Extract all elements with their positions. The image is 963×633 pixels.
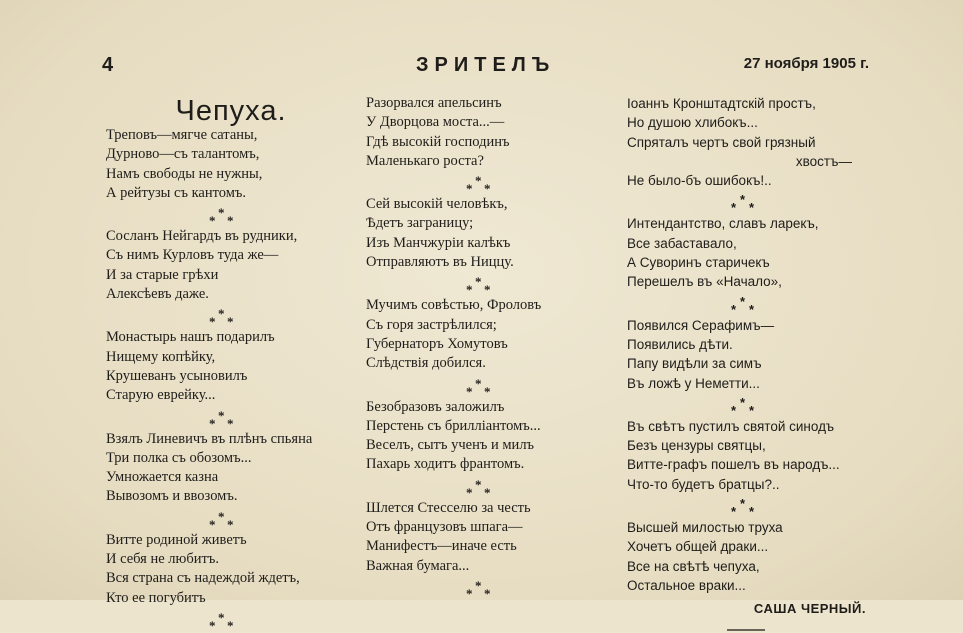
poem-line: Маленькаго роста? bbox=[366, 152, 484, 169]
asterisk: * bbox=[731, 402, 737, 418]
poem-line: Въ свѣтъ пустилъ святой синодъ bbox=[627, 418, 835, 434]
asterisk: * bbox=[218, 205, 225, 221]
asterism-divider bbox=[458, 272, 498, 296]
poem-line: Сей высокій человѣкъ, bbox=[366, 196, 508, 213]
stanza bbox=[366, 499, 611, 576]
asterism-divider bbox=[458, 374, 498, 398]
asterisk: * bbox=[209, 617, 216, 633]
poem-line: хвостъ— bbox=[795, 153, 852, 169]
asterisk: * bbox=[731, 504, 737, 520]
asterisk: * bbox=[749, 200, 755, 216]
stanza bbox=[106, 126, 356, 203]
poem-line: Монастырь нашъ подарилъ bbox=[106, 329, 275, 346]
asterisk: * bbox=[466, 383, 473, 399]
poem-line: Умножается казна bbox=[106, 469, 219, 486]
poem-line: Шлется Стесселю за честь bbox=[366, 499, 531, 516]
poem-line: У Дворцова моста...— bbox=[366, 114, 505, 131]
poem-column-2 bbox=[366, 94, 611, 600]
poem-line: Алексѣевъ даже. bbox=[106, 286, 209, 303]
poem-line: Вывозомъ и ввозомъ. bbox=[106, 488, 238, 505]
poem-line: Появились дѣти. bbox=[627, 336, 733, 352]
poem-line: Все забаставало, bbox=[627, 235, 737, 251]
poem-line: Кто ее погубитъ bbox=[106, 589, 206, 606]
poem-line: Отправляютъ въ Ниццу. bbox=[366, 254, 514, 271]
end-rule bbox=[727, 629, 765, 631]
asterism-divider bbox=[201, 406, 241, 430]
poem-line: И за старые грѣхи bbox=[106, 266, 219, 283]
poem-line: Но душою хлибокъ... bbox=[627, 115, 758, 131]
asterisk: * bbox=[740, 192, 746, 208]
poem-line: Губернаторъ Хомутовъ bbox=[366, 335, 508, 352]
asterisk: * bbox=[749, 504, 755, 520]
issue-date: 27 ноября 1905 г. bbox=[743, 55, 869, 72]
asterisk: * bbox=[740, 496, 746, 512]
poem-line: Іоаннъ Кронштадтскій простъ, bbox=[627, 96, 816, 111]
poem-line: Манифестъ—иначе есть bbox=[366, 538, 517, 555]
asterisk: * bbox=[466, 181, 473, 197]
stanza bbox=[106, 531, 356, 608]
stanza bbox=[366, 398, 611, 475]
poem-line: Остальное враки... bbox=[627, 577, 746, 593]
asterism-divider bbox=[723, 292, 763, 316]
asterisk: * bbox=[218, 609, 225, 625]
poem-line: Веселъ, сытъ ученъ и милъ bbox=[366, 437, 535, 454]
poem-line: Пахарь ходитъ франтомъ. bbox=[366, 456, 525, 473]
asterisk: * bbox=[218, 407, 225, 423]
poem-line: Перстень съ бриллiантомъ... bbox=[366, 417, 541, 434]
poem-line: Витте родиной живетъ bbox=[106, 531, 247, 548]
stanza bbox=[627, 417, 872, 494]
asterisk: * bbox=[227, 516, 234, 532]
poem-line: Перешелъ въ «Начало», bbox=[627, 274, 782, 290]
poem-line: Дурново—съ талантомъ, bbox=[106, 146, 260, 163]
asterism-divider bbox=[723, 190, 763, 214]
poem-title: Чепуха. bbox=[175, 95, 287, 127]
asterism-divider bbox=[201, 203, 241, 227]
poem-line: Въ ложѣ у Неметти... bbox=[627, 375, 760, 391]
asterisk: * bbox=[475, 274, 482, 290]
asterisk: * bbox=[466, 282, 473, 298]
page-number: 4 bbox=[102, 54, 114, 76]
stanza bbox=[627, 316, 872, 393]
stanza bbox=[366, 296, 611, 373]
poem-line: Сосланъ Нейгардъ въ рудники, bbox=[106, 228, 298, 245]
asterism-divider bbox=[458, 475, 498, 499]
asterisk: * bbox=[218, 508, 225, 524]
poem-line: Безъ цензуры святцы, bbox=[627, 438, 766, 454]
poem-line: Старую еврейку... bbox=[106, 387, 216, 404]
poem-line: Не было-бъ ошибокъ!.. bbox=[627, 173, 772, 189]
asterisk: * bbox=[484, 282, 491, 298]
asterisk: * bbox=[731, 301, 737, 317]
poem-line: Гдѣ высокій господинъ bbox=[366, 133, 510, 150]
asterisk: * bbox=[227, 415, 234, 431]
poem-line: Хочетъ общей драки... bbox=[627, 539, 769, 555]
asterisk: * bbox=[484, 585, 491, 601]
poem-line: Появился Серафимъ— bbox=[627, 317, 775, 333]
poem-line: Важная бумага... bbox=[366, 557, 470, 574]
asterism-divider bbox=[723, 393, 763, 417]
stanza bbox=[366, 94, 611, 171]
poem-line: Высшей милостью труха bbox=[627, 520, 783, 536]
asterisk: * bbox=[209, 516, 216, 532]
asterisk: * bbox=[227, 314, 234, 330]
poem-line: Папу видѣли за симъ bbox=[627, 356, 762, 372]
poem-line: Крушеванъ усыновилъ bbox=[106, 367, 248, 384]
asterisk: * bbox=[227, 213, 234, 229]
poem-line: Безобразовъ заложилъ bbox=[366, 398, 505, 415]
poem-line: Изъ Манчжуріи калѣкъ bbox=[366, 234, 511, 251]
asterisk: * bbox=[749, 402, 755, 418]
poem-line: Интендантство, славъ ларекъ, bbox=[627, 216, 819, 232]
poem-line: Три полка съ обозомъ... bbox=[106, 449, 252, 466]
asterisk: * bbox=[731, 200, 737, 216]
asterisk: * bbox=[475, 476, 482, 492]
poem-line: Спряталъ чертъ свой грязный bbox=[627, 134, 816, 150]
asterism-divider bbox=[201, 304, 241, 328]
asterism-divider bbox=[458, 576, 498, 600]
poem-line: Треповъ—мягче сатаны, bbox=[106, 127, 258, 143]
poem-line: Мучимъ совѣстью, Фроловъ bbox=[366, 297, 542, 314]
author-signature: САША ЧЕРНЫЙ. bbox=[753, 601, 866, 617]
asterisk: * bbox=[218, 306, 225, 322]
asterisk: * bbox=[466, 585, 473, 601]
asterisk: * bbox=[475, 375, 482, 391]
poem-line: А рейтузы съ кантомъ. bbox=[106, 184, 247, 201]
page-header bbox=[98, 52, 873, 82]
poem-line: Съ нимъ Курловъ туда же— bbox=[106, 247, 279, 264]
poem-line: Нищему копѣйку, bbox=[106, 348, 216, 365]
poem-line: Все на свѣтѣ чепуха, bbox=[627, 558, 760, 574]
poem-line: Разорвался апельсинъ bbox=[366, 95, 502, 111]
asterisk: * bbox=[484, 181, 491, 197]
asterisk: * bbox=[749, 301, 755, 317]
stanza bbox=[627, 214, 872, 291]
asterisk: * bbox=[209, 415, 216, 431]
poem-line: Ѣдетъ заграницу; bbox=[366, 215, 474, 232]
asterism-divider bbox=[201, 608, 241, 632]
stanza bbox=[366, 195, 611, 272]
poem-line: Витте-графъ пошелъ въ народъ... bbox=[627, 457, 840, 473]
stanza bbox=[627, 518, 872, 595]
poem-line: Слѣдствія добился. bbox=[366, 355, 486, 372]
masthead: ЗРИТЕЛЪ bbox=[416, 54, 556, 76]
stanza bbox=[106, 430, 356, 507]
stanza bbox=[106, 328, 356, 405]
poem-column-1 bbox=[106, 94, 356, 632]
poem-line: Взялъ Линевичъ въ плѣнъ спьяна bbox=[106, 430, 313, 447]
stanza bbox=[106, 227, 356, 304]
poem-column-3 bbox=[627, 94, 872, 631]
asterism-divider bbox=[723, 494, 763, 518]
poem-line: Съ горя застрѣлился; bbox=[366, 316, 497, 333]
poem-line: Что-то будетъ братцы?.. bbox=[627, 476, 780, 492]
asterisk: * bbox=[740, 394, 746, 410]
poem-line: А Суворинъ старичекъ bbox=[627, 255, 770, 271]
stanza bbox=[627, 94, 872, 190]
asterism-divider bbox=[458, 171, 498, 195]
asterisk: * bbox=[466, 484, 473, 500]
asterisk: * bbox=[475, 577, 482, 593]
poem-line: Намъ свободы не нужны, bbox=[106, 165, 263, 182]
asterisk: * bbox=[209, 314, 216, 330]
asterisk: * bbox=[227, 617, 234, 633]
poem-line: Отъ французовъ шпага— bbox=[366, 519, 523, 536]
poem-line: Вся страна съ надеждой ждетъ, bbox=[106, 570, 300, 587]
asterisk: * bbox=[209, 213, 216, 229]
asterisk: * bbox=[475, 173, 482, 189]
asterisk: * bbox=[740, 293, 746, 309]
asterisk: * bbox=[484, 383, 491, 399]
asterisk: * bbox=[484, 484, 491, 500]
asterism-divider bbox=[201, 507, 241, 531]
poem-line: И себя не любитъ. bbox=[106, 551, 219, 568]
